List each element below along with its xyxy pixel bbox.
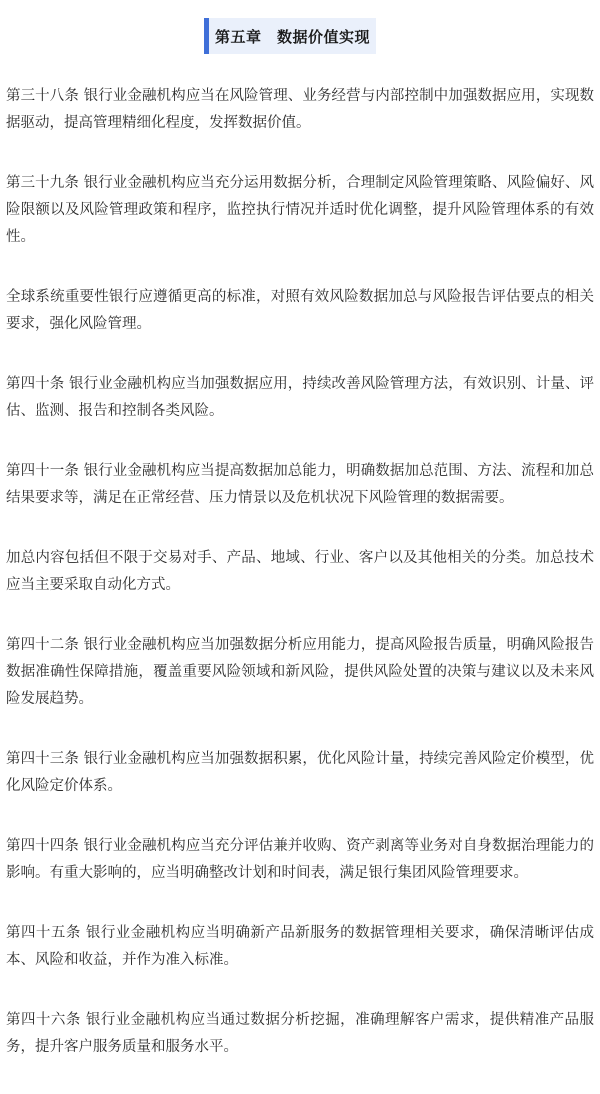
article-40: 第四十条 银行业金融机构应当加强数据应用，持续改善风险管理方法，有效识别、计量、评估、监测、报告和控制各类风险。 [6,376,594,419]
article-41: 第四十一条 银行业金融机构应当提高数据加总能力，明确数据加总范围、方法、流程和加总结果要求等，满足在正常经营、压力情景以及危机状况下风险管理的数据需要。 [6,463,594,506]
article-46: 第四十六条 银行业金融机构应当通过数据分析挖掘，准确理解客户需求，提供精准产品服务，提升客户服务质量和服务水平。 [6,1012,594,1055]
chapter-title: 第五章 数据价值实现 [214,27,370,46]
article-42: 第四十二条 银行业金融机构应当加强数据分析应用能力，提高风险报告质量，明确风险报告数据准确性保障措施，覆盖重要风险领域和新风险，提供风险处置的决策与建议以及未来风险发展趋势。 [6,637,594,707]
chapter-header [204,18,376,54]
article-38: 第三十八条 银行业金融机构应当在风险管理、业务经营与内部控制中加强数据应用，实现数据驱动，提高管理精细化程度，发挥数据价值。 [6,88,594,131]
article-body [6,83,594,1094]
article-43: 第四十三条 银行业金融机构应当加强数据积累，优化风险计量，持续完善风险定价模型，优化风险定价体系。 [6,751,594,794]
article-45: 第四十五条 银行业金融机构应当明确新产品新服务的数据管理相关要求，确保清晰评估成本、风险和收益，并作为准入标准。 [6,925,594,968]
article-44: 第四十四条 银行业金融机构应当充分评估兼并收购、资产剥离等业务对自身数据治理能力的影响。有重大影响的，应当明确整改计划和时间表，满足银行集团风险管理要求。 [6,838,594,881]
article-39: 第三十九条 银行业金融机构应当充分运用数据分析，合理制定风险管理策略、风险偏好、风险限额以及风险管理政策和程序，监控执行情况并适时优化调整，提升风险管理体系的有效性。 [6,175,594,245]
article-41-aggregation-note: 加总内容包括但不限于交易对手、产品、地域、行业、客户以及其他相关的分类。加总技术应当主要采取自动化方式。 [6,550,594,593]
article-39-gsib-note: 全球系统重要性银行应遵循更高的标准，对照有效风险数据加总与风险报告评估要点的相关要求，强化风险管理。 [6,289,594,332]
